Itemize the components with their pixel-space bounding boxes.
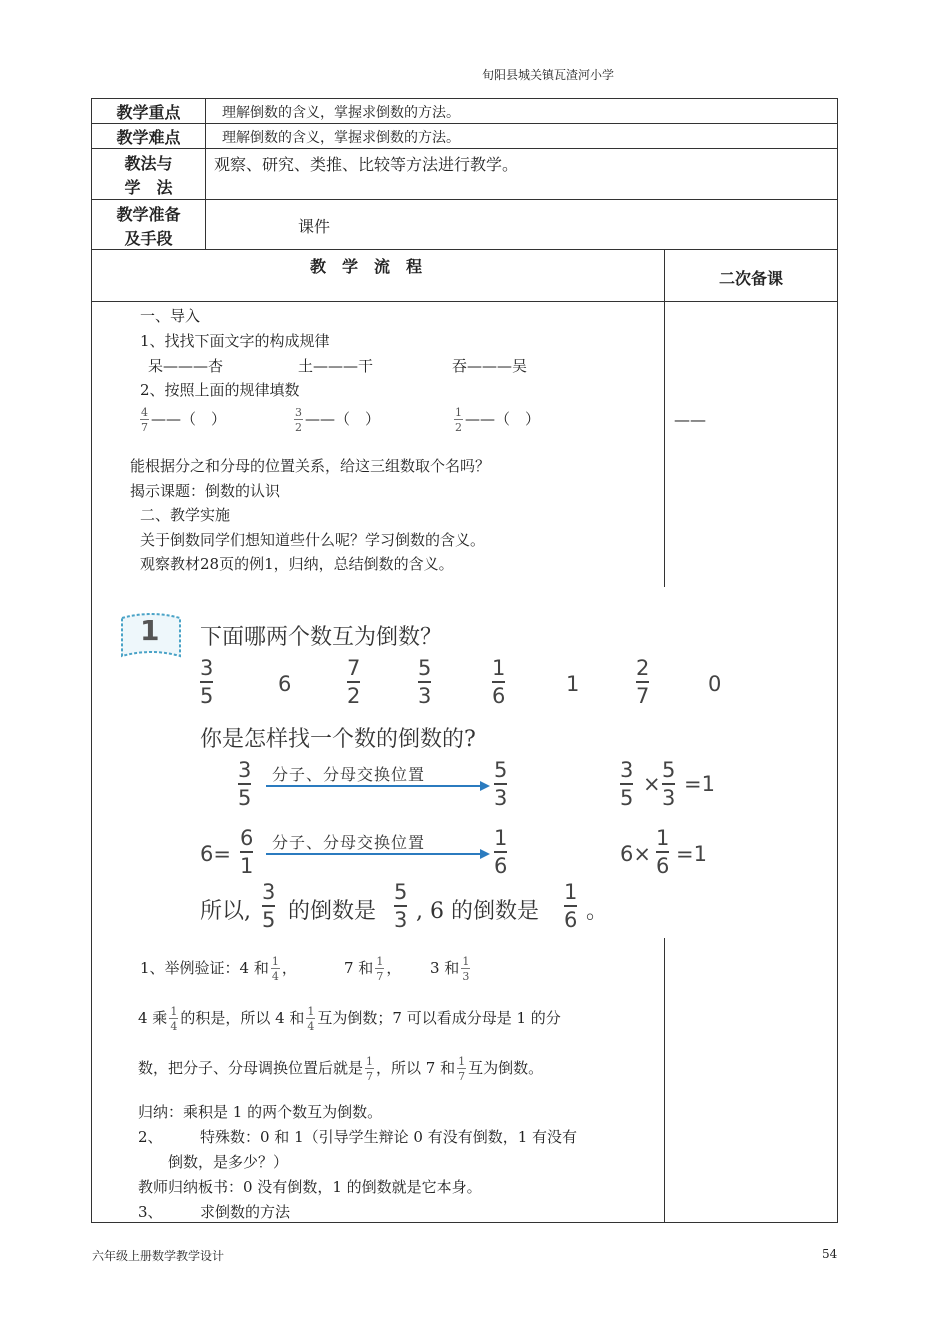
six-times: 6× — [620, 842, 651, 866]
special-text-cont: 倒数，是多少？） — [168, 1153, 289, 1171]
fraction: $\frac{1}{7}$ — [366, 1055, 374, 1083]
six-equals: 6= — [200, 842, 231, 866]
char-pair: 土———干 — [298, 357, 374, 375]
fraction: $\frac{1}{2}$ — [455, 406, 462, 434]
fraction-fill-item: $\frac{3}{2}$ ——（ ） — [295, 406, 381, 434]
verify-line: 3 和 $\frac{1}{3}$ — [430, 955, 470, 983]
equals-one: =1 — [684, 772, 715, 796]
fraction-5-3: 5 3 — [494, 758, 508, 810]
fraction-1-6: 1 6 — [494, 826, 508, 878]
focus-label: 教学重点 — [116, 103, 181, 122]
prep-text: 课件 — [298, 217, 331, 236]
example-how: 你是怎样找一个数的倒数的? — [200, 727, 476, 752]
swap-arrow-icon — [266, 780, 492, 792]
question-2: 2、按照上面的规律填数 — [140, 381, 300, 399]
number-fraction: 2 7 — [636, 656, 650, 708]
special-number: 2、 — [138, 1128, 163, 1146]
prep-label-line1: 教学准备 — [116, 205, 181, 224]
fraction: $\frac{1}{4}$ — [271, 955, 279, 983]
conclusion-end: 。 — [586, 899, 609, 924]
verify-line: 1、举例验证：4 和 $\frac{1}{4}$ ， — [140, 955, 297, 983]
label-column-divider — [205, 98, 206, 250]
table-row-divider — [91, 249, 838, 250]
side-note-dash: —— — [674, 410, 706, 429]
table-left-border — [91, 98, 92, 1223]
table-bottom-border — [91, 1222, 838, 1223]
observe-text: 观察教材28页的例1，归纳，总结倒数的含义。 — [140, 555, 454, 573]
fraction: $\frac{1}{4}$ — [170, 1005, 178, 1033]
swap-label: 分子、分母交换位置 — [272, 765, 426, 784]
number-whole: 0 — [708, 672, 722, 696]
fraction-3-5: 3 5 — [238, 758, 252, 810]
second-prep-header: 二次备课 — [718, 269, 783, 288]
topic-reveal: 揭示课题：倒数的认识 — [130, 482, 281, 500]
number-fraction: 7 2 — [347, 656, 361, 708]
number-fraction: 1 6 — [492, 656, 506, 708]
char-pair: 吞———吴 — [452, 357, 528, 375]
fraction-1-6: 1 6 — [656, 826, 670, 878]
fraction-5-3: 5 3 — [662, 758, 676, 810]
times-sign: × — [643, 772, 661, 796]
fraction-3-5: 3 5 — [262, 880, 276, 932]
equals-one: =1 — [676, 842, 707, 866]
fraction: $\frac{1}{4}$ — [307, 1005, 315, 1033]
explain-line: 数，把分子、分母调换位置后就是 $\frac{1}{7}$ ，所以 7 和 $\frac{1}{7}$ 互为倒数。 — [138, 1055, 544, 1083]
char-pair: 呆———杏 — [148, 357, 224, 375]
side-column-divider — [664, 937, 665, 1223]
method-label-line2: 学 法 — [124, 178, 173, 197]
example-number: 1 — [140, 614, 160, 647]
table-row-divider — [91, 301, 838, 302]
swap-arrow-icon — [266, 848, 492, 860]
naming-question: 能根据分之和分母的位置关系，给这三组数取个名吗？ — [130, 457, 491, 475]
fraction-fill-item: $\frac{4}{7}$ ——（ ） — [141, 406, 227, 434]
school-name: 旬阳县城关镇瓦渣河小学 — [482, 68, 615, 82]
summary-text: 归纳：乘积是 1 的两个数互为倒数。 — [138, 1103, 383, 1121]
textbook-example-image — [96, 592, 722, 938]
number-fraction: 3 5 — [200, 656, 214, 708]
method-label-line1: 教法与 — [124, 154, 173, 173]
fraction-5-3: 5 3 — [394, 880, 408, 932]
conclusion-mid: , 6 的倒数是 — [416, 899, 539, 924]
method-text: 观察、研究、类推、比较等方法进行教学。 — [214, 155, 519, 174]
number-fraction: 5 3 — [418, 656, 432, 708]
conclusion-mid: 的倒数是 — [288, 899, 377, 924]
question-1: 1、找找下面文字的构成规律 — [140, 332, 330, 350]
intro-heading: 一、导入 — [140, 307, 201, 325]
difficulty-text: 理解倒数的含义，掌握求倒数的方法。 — [222, 130, 460, 146]
about-text: 关于倒数同学们想知道些什么呢？学习倒数的含义。 — [140, 531, 486, 549]
explain-line: 4 乘 $\frac{1}{4}$ 的积是，所以 4 和 $\frac{1}{4}$ 互为倒数；7 可以看成分母是 1 的分 — [138, 1005, 561, 1033]
fraction: $\frac{3}{2}$ — [295, 406, 302, 434]
difficulty-label: 教学难点 — [116, 128, 181, 147]
conclusion-prefix: 所以, — [200, 899, 251, 924]
fraction: $\frac{1}{7}$ — [458, 1055, 466, 1083]
prep-label-line2: 及手段 — [124, 229, 173, 248]
swap-label: 分子、分母交换位置 — [272, 833, 426, 852]
method-number: 3、 — [138, 1203, 163, 1221]
fraction: $\frac{1}{3}$ — [462, 955, 470, 983]
part2-heading: 二、教学实施 — [140, 506, 231, 524]
flow-title: 教 学 流 程 — [310, 257, 423, 276]
table-right-border — [837, 98, 838, 1223]
fraction: $\frac{4}{7}$ — [141, 406, 148, 434]
table-top-border — [91, 98, 838, 99]
footer-title: 六年级上册数学教学设计 — [92, 1249, 225, 1263]
table-row-divider — [91, 199, 838, 200]
number-whole: 1 — [566, 672, 580, 696]
board-summary: 教师归纳板书：0 没有倒数，1 的倒数就是它本身。 — [138, 1178, 482, 1196]
side-column-divider — [664, 249, 665, 587]
focus-text: 理解倒数的含义，掌握求倒数的方法。 — [222, 105, 460, 121]
table-row-divider — [91, 148, 838, 149]
special-text: 特殊数：0 和 1（引导学生辩论 0 有没有倒数，1 有没有 — [200, 1128, 578, 1146]
fraction: $\frac{1}{7}$ — [376, 955, 384, 983]
table-row-divider — [91, 123, 838, 124]
fraction-1-6: 1 6 — [564, 880, 578, 932]
method-heading: 求倒数的方法 — [200, 1203, 291, 1221]
number-whole: 6 — [278, 672, 292, 696]
fraction-fill-item: $\frac{1}{2}$ ——（ ） — [455, 406, 541, 434]
fraction-3-5: 3 5 — [620, 758, 634, 810]
example-question: 下面哪两个数互为倒数？ — [200, 625, 443, 650]
page-number: 54 — [822, 1247, 838, 1261]
fraction-6-1: 6 1 — [240, 826, 254, 878]
verify-line: 7 和 $\frac{1}{7}$ ， — [344, 955, 402, 983]
